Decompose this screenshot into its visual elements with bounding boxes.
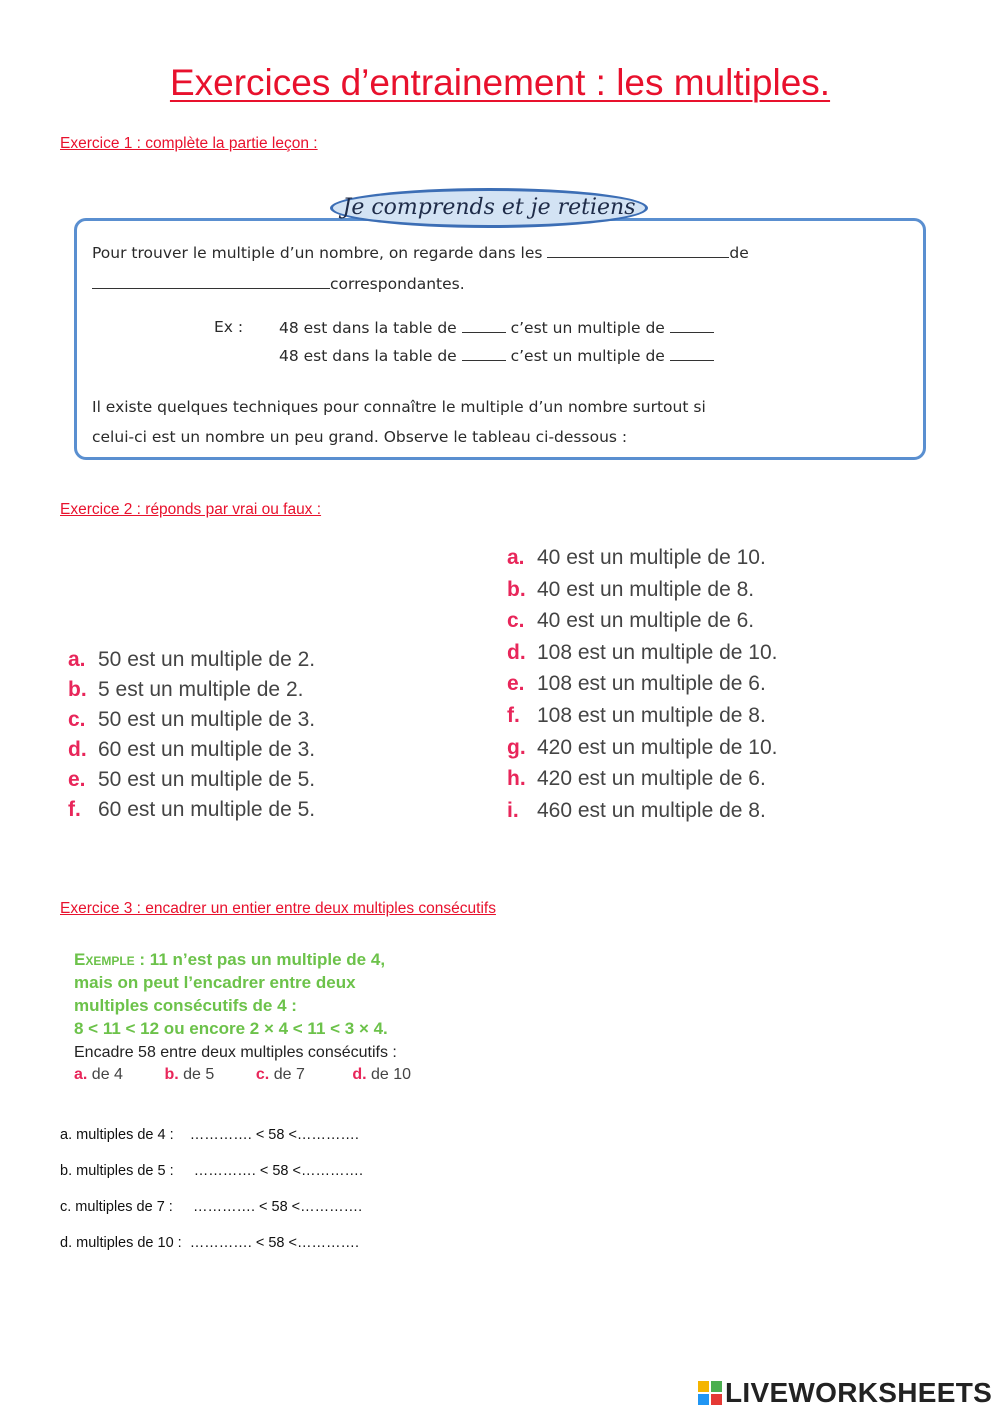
vf-item (68, 708, 315, 738)
vf-item (507, 767, 778, 799)
vf-text: 108 est un multiple de 10. (537, 640, 778, 664)
example-label: Ex : (214, 318, 244, 336)
lesson-line-1 (92, 243, 749, 262)
vf-item (68, 798, 315, 828)
vf-text: 60 est un multiple de 5. (98, 798, 316, 821)
blank-2[interactable] (92, 274, 330, 289)
answer-line-b[interactable]: b. multiples de 5 : …………. < 58 <…………. (60, 1163, 363, 1179)
example-line-1 (74, 948, 411, 971)
vf-item (507, 736, 778, 768)
example-line-4: 8 < 11 < 12 ou encore 2 × 4 < 11 < 3 × 4. (74, 1019, 388, 1038)
vf-text: 40 est un multiple de 10. (537, 546, 766, 569)
options-row (74, 1066, 411, 1084)
example-block (74, 948, 411, 1084)
vf-letter: f. (68, 798, 81, 821)
vf-letter: a. (68, 648, 86, 671)
example-label: Exemple : (74, 950, 146, 969)
vf-letter: a. (507, 546, 525, 569)
option-text: de 10 (371, 1066, 412, 1083)
vf-letter: h. (507, 767, 526, 791)
vf-text: 5 est un multiple de 2. (98, 678, 304, 701)
blank-1[interactable] (547, 243, 729, 258)
brand-square (711, 1381, 722, 1392)
exercise2-heading: Exercice 2 : réponds par vrai ou faux : (60, 501, 322, 518)
example-line-2-prefix: 48 est dans la table de (279, 347, 457, 365)
option-letter: b. (164, 1066, 179, 1083)
vf-letter: d. (68, 738, 87, 761)
vf-text: 50 est un multiple de 5. (98, 768, 316, 791)
option-text: de 7 (273, 1066, 305, 1083)
page-title: Exercices d’entrainement : les multiples. (169, 62, 831, 103)
vf-item (68, 678, 315, 708)
example-line-3: multiples consécutifs de 4 : (74, 996, 297, 1015)
vf-text: 40 est un multiple de 6. (537, 609, 755, 633)
option-b (164, 1066, 251, 1084)
option-letter: a. (74, 1066, 88, 1083)
example-line-1 (279, 318, 714, 337)
exercise3-heading: Exercice 3 : encadrer un entier entre deux multiples consécutifs (60, 900, 496, 917)
vf-letter: c. (68, 708, 86, 731)
vf-text: 40 est un multiple de 8. (537, 577, 755, 601)
example-line-2: mais on peut l’encadrer entre deux (74, 973, 356, 992)
brand-square (711, 1394, 722, 1405)
example-line-2-middle: c’est un multiple de (510, 347, 665, 365)
vf-item (507, 799, 778, 831)
instruction: Encadre 58 entre deux multiples consécutifs : (74, 1044, 397, 1061)
option-text: de 4 (91, 1066, 123, 1083)
example-line-1-text: 11 n’est pas un multiple de 4, (145, 950, 386, 969)
vf-letter: g. (507, 735, 526, 759)
lesson-paragraph-line-2: celui-ci est un nombre un peu grand. Observe le tableau ci-dessous : (92, 428, 628, 446)
vf-list-right (507, 546, 778, 830)
brand-name: LIVEWORKSHEETS (725, 1377, 993, 1408)
option-letter: c. (255, 1066, 270, 1083)
answer-line-c[interactable]: c. multiples de 7 : …………. < 58 <…………. (60, 1199, 363, 1215)
option-text: de 5 (183, 1066, 215, 1083)
vf-text: 108 est un multiple de 8. (537, 703, 766, 727)
vf-letter: c. (507, 609, 525, 633)
blank-3[interactable] (462, 318, 506, 333)
brand-square (698, 1394, 709, 1405)
option-d (352, 1066, 411, 1083)
vf-item (507, 672, 778, 704)
lesson-line-2 (92, 274, 465, 293)
vf-item (507, 609, 778, 641)
vf-text: 60 est un multiple de 3. (98, 738, 316, 761)
vf-text: 50 est un multiple de 2. (98, 648, 316, 671)
vf-letter: d. (507, 640, 526, 664)
vf-letter: e. (507, 672, 525, 696)
brand-square (698, 1381, 709, 1392)
blank-4[interactable] (670, 318, 714, 333)
answer-line-d[interactable]: d. multiples de 10 : …………. < 58 <…………. (60, 1235, 359, 1251)
lesson-line-1-start: Pour trouver le multiple d’un nombre, on regarde dans les (92, 244, 543, 262)
option-c (256, 1066, 348, 1084)
answer-line-a[interactable]: a. multiples de 4 : …………. < 58 <…………. (60, 1127, 359, 1143)
example-line-1-prefix: 48 est dans la table de (279, 319, 457, 337)
vf-letter: b. (68, 678, 87, 701)
vf-text: 420 est un multiple de 6. (537, 767, 766, 791)
example-line-2 (279, 346, 714, 365)
vf-text: 108 est un multiple de 6. (537, 672, 766, 696)
vf-item (507, 641, 778, 673)
vf-letter: i. (507, 798, 519, 822)
brand-grid-icon (698, 1381, 722, 1405)
lesson-line-2-end: correspondantes. (330, 275, 465, 293)
lesson-paragraph-line-1: Il existe quelques techniques pour connaître le multiple d’un nombre surtout si (92, 398, 706, 416)
option-letter: d. (352, 1066, 367, 1083)
brand-logo[interactable] (698, 1376, 992, 1410)
vf-item (68, 768, 315, 798)
vf-text: 420 est un multiple de 10. (537, 735, 778, 759)
lesson-line-1-end: de (729, 244, 749, 262)
vf-text: 460 est un multiple de 8. (537, 798, 766, 822)
vf-item (68, 738, 315, 768)
vf-text: 50 est un multiple de 3. (98, 708, 316, 731)
vf-letter: e. (68, 768, 86, 791)
vf-letter: b. (507, 577, 526, 601)
vf-item (507, 578, 778, 610)
lesson-banner: Je comprends et je retiens (330, 188, 648, 228)
vf-letter: f. (507, 703, 520, 727)
vf-list-left (68, 648, 315, 828)
vf-item (507, 546, 778, 578)
option-a (74, 1066, 160, 1084)
blank-5[interactable] (462, 346, 506, 361)
blank-6[interactable] (670, 346, 714, 361)
example-line-1-middle: c’est un multiple de (510, 319, 665, 337)
vf-item (68, 648, 315, 678)
exercise1-heading: Exercice 1 : complète la partie leçon : (60, 135, 318, 152)
vf-item (507, 704, 778, 736)
